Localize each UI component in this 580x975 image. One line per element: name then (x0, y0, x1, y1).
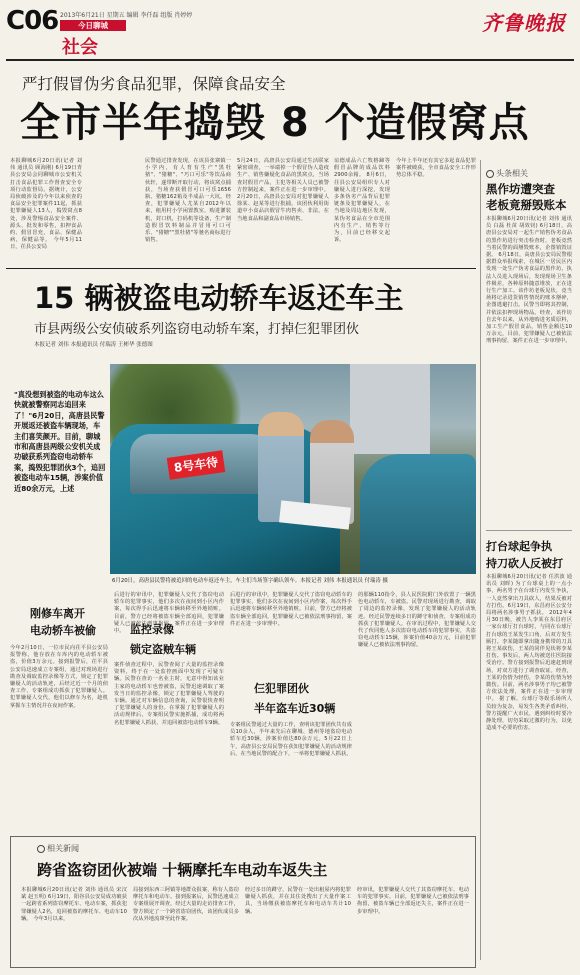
page-number: C06 (6, 6, 59, 36)
sec2-pre: 后进行的审讯中，犯罪嫌疑人交代了盗窃电动轿车的犯罪事实，他们多次在夜间到小区内作案，每次得手后迅速将车辆转移至外地销赃。目前，警方已经将被盗车辆全部追回，犯罪嫌疑人已被依法刑事拘留，案件正在进一步审理中。 (114, 592, 224, 635)
bottom-col-3: 经过多日的蹲守，民警在一处出租屋内将犯罪嫌疑人抓获，并在其住处搜出了大量作案工具，当场缴获被盗摩托车和电动车共计10辆。 (245, 887, 351, 915)
car-story-rule (6, 268, 476, 269)
column-tag: 今日聊城 (60, 20, 126, 31)
car-headline: 15 辆被盗电动轿车返还车主 (34, 281, 404, 315)
photo-cars-right (360, 454, 476, 574)
side2-text: 本报聊城6月20日讯(记者 任洪波 通讯员 刘晖) 为了台球桌上的一点小事，两名男子在台球厅内发生争执，一人竟然拿出刀具砍人，结果反被对方打伤。6月19日，东昌府区公安分局将两名涉事男子抓获。 2012年4月30日晚，被告人李某在东昌府区一家台球厅打台球时，与同在台球厅打台球的王某发生口角，后双方发生厮打。李某随即拿出随身携带的刀具将王某砍伤，王某的同伴见状将李某打伤。事发后，两人均被送往医院接受治疗。警方接到报警后迅速赶到现场，对双方进行了调查取证。经查，王某的伤情为轻伤，李某的伤情为轻微伤。目前，两名涉事男子均已被警方依法处理，案件正在进一步审理中。 据了解，台球厅等娱乐场所人员较为复杂，易发生各类矛盾纠纷，警方提醒广大市民，遇到纠纷时要冷静处理，切勿采取过激的行为，以免造成不必要的伤害。 (486, 574, 572, 732)
sec2-title-1: 监控录像 (130, 623, 174, 636)
photo-building (350, 364, 430, 454)
photo-plate: 8号车待 (167, 450, 226, 480)
top-col-4: 谊德成品六亡牧格蹄等假冒品牌的成品饮料2900余箱。 8月6日，茌县公安局组织专人对嫌疑人进行深挖，发现多条伪劣产品背后犯罪链条及犯罪嫌疑人，在当地及周边地区发现，某伪劣食品在全市范围内有生产、销售等行为，目前已经移交起诉。 (334, 158, 390, 244)
bottom-headline: 跨省盗窃团伙被端 十辆摩托车电动车返失主 (37, 861, 328, 879)
bottom-col-1: 本报聊城6月20日讯(记者 刘伟 通讯员 宋汉斌 赵玉明) 6月19日，阳谷县公安局成功破获一起跨省系列盗窃摩托车、电动车案，抓获犯罪嫌疑人2名，追回被盗的摩托车、电动车10辆。 今年3月以来， (21, 887, 127, 922)
top-kicker: 严打假冒伪劣食品犯罪，保障食品安全 (22, 75, 286, 93)
side2-headline-1: 打台球起争执 (486, 540, 552, 553)
sec3-text: 后进行的审讯中，犯罪嫌疑人交代了盗窃电动轿车的犯罪事实，他们多次在夜间到小区内作案，每次得手后迅速将车辆转移至外地销赃。目前，警方已经将被盗车辆全部追回，犯罪嫌疑人已被依法刑事拘留，案件正在进一步审理中。 (230, 592, 352, 627)
date-line: 2013年6月21日 星期五 编辑 李仟磊 组版 肖婷婷 (60, 12, 193, 19)
side2-rule (486, 530, 572, 531)
sec5-text: 的那辆110指令，县人民医院附门外放置了一辆黑色电动轿车，车被盗。民警对现场进行勘查，调取了周边的监控录像，发现了犯罪嫌疑人的活动轨迹。经过民警连续多日的蹲守和侦查，专案组成功抓获了犯罪嫌疑人。在审讯过程中，犯罪嫌疑人交代了伙同他人多次盗窃电动轿车的犯罪事实，共盗窃电动轿车15辆，涉案价值40余万元，目前犯罪嫌疑人已被依法刑事拘留。 (358, 592, 476, 649)
section-title: 社会 (62, 37, 98, 58)
news-photo (110, 364, 476, 574)
car-lead: "真没想到被盗的电动车这么快就被警察同志追回来了！"6月20日，高唐县民警开展返还被盗车辆现场，车主们喜笑颜开。目前，聊城市和高唐县两级公安机关成功破获系列盗窃电动轿车案，捣毁犯罪团伙3个，追回被盗电动车15辆，涉案价值近80余万元，上述 (14, 390, 106, 493)
side-headline-2: 老板竟掰毁账本 (486, 198, 567, 212)
sec1-title-2: 电动轿车被偷 (30, 624, 96, 637)
bottom-kicker-label: 相关新闻 (47, 844, 79, 853)
side-headline-1: 黑作坊遭突查 (486, 182, 555, 196)
sec4-title-2: 半年盗车近30辆 (254, 702, 336, 715)
top-col-5: 今年上半年还有其它多起食品犯罪案件被破获，全市食品安全工作形势总体平稳。 (396, 158, 476, 179)
sec1-title-1: 刚修车离开 (30, 607, 85, 620)
side-text: 本报聊城6月20日讯(记者 刘伟 通讯员 白磊 杜苗 胡效钊) 6月18日，高唐县公安局对一起生产销售伪劣食品的黑作坊进行突击检查时，老板竟然当着民警的面掰毁账本，企图销毁证据。 6月18日，高唐县公安局民警根据群众举报线索，在城区一居民区内发现一处生产伪劣食品的黑作坊，执法人员进入现场后，发现现场卫生条件极差，各种原料随意堆放，正在进行生产加工。该作坊老板见状，竟当场将记录进货销售情况的账本掰碎，企图逃避打击。民警当即将其控制，并依法扣押现场物品。经查，该作坊自去年以来，从外地购进劣质原料，加工生产假冒食品，销售金额达10万余元，目前，犯罪嫌疑人已被依法刑事拘留，案件正在进一步审理中。 (486, 216, 572, 345)
top-headline: 全市半年捣毁 8 个造假窝点 (20, 100, 530, 146)
car-byline: 本报记者 刘伟 本报通讯员 付瑞涛 王彬华 张德图 (34, 342, 153, 348)
bottom-col-2: 局接到东西三阿镇等地群众报案，称有人盗窃摩托车和电动车。接到报案后，民警迅速成立专案组展开调查，经过大量的走访排查工作，警方锁定了一个跨省盗窃团伙，该团伙成员多次从外地流窜至此作案。 (133, 887, 239, 922)
photo-caption: 6月20日，高唐县民警将被追回的电动车返还车主，车主们当场签字确认领车。本报记者 刘伟 本报通讯员 付瑞涛 摄 (112, 578, 388, 584)
side-kicker-label: 头条相关 (496, 169, 528, 178)
circle-icon (37, 845, 45, 853)
bottom-box (10, 836, 476, 968)
side-kicker (486, 168, 528, 179)
masthead (0, 0, 580, 58)
top-col-0 (87, 158, 141, 260)
top-col-1: 本报聊城6月20日讯(记者 刘 伟 通讯员 顾海刚) 6月19日青县公安局会同聊城市公安机关打击食品犯罪工作督查安全专项行动监督局。据统计，公安局侦破涉及的今年以来侦查的食品安全犯罪案件11起，抓获犯罪嫌疑人13人，捣毁窝点8处，涉及警惕食品安全案件、源头、批发和零售，扣押食品约、假冒冒充，食品、保健品病，保健品等。 今年5月11日，茌县公安局 (10, 158, 82, 251)
sec4-title-1: 仨犯罪团伙 (254, 682, 309, 695)
car-subhead: 市县两级公安侦破系列盗窃电动轿车案，打掉仨犯罪团伙 (34, 322, 360, 337)
bottom-kicker (37, 843, 79, 854)
top-col-3: 5月24日，高唐县公安局通过生活联家紧密调查，一举端掉一个假冒伪人造疫生产、销售嫌疑化食品的黑窝点，当场查封假冒产品，主犯等相关人员已被警方控制起来，案件正在进一步审理中。 2月20日，高唐县公安局对犯罪嫌疑人徐某、赵某等进行批捕。该团伙利用街道中小食品店假冒牛肉售卖、非法，在当地食品和副食品市场销售。 (237, 158, 329, 222)
side2-headline-2: 持刀砍人反被打 (486, 557, 563, 570)
top-col-2: 民警通过排查发现，在该县张寨镇一小学内，有人育有生产"黑牡猪"、"猪糖"、"巧口可乐"等饮品商伙轩，遂带断开取行动，将该窝点捕获，当场查获假冒可口可乐1656瓶、猪糖162箱及半成品一大坑。经查，犯罪嫌疑人尤某自2012年以来，租用村小学闲置教室，购进灌装机，封口机，打码机等设备，生产制造假冒饮料制品并冒用可口可乐、"猪糖""黑牡猪"等驰名商标进行销售。 (145, 158, 231, 244)
bottom-col-4: 经审讯，犯罪嫌疑人交代了其盗窃摩托车、电动车的犯罪事实。目前，犯罪嫌疑人已被依法刑事拘留，被盗车辆已全部返还失主，案件正在进一步审理中。 (357, 887, 469, 915)
masthead-rule (6, 59, 574, 61)
sec1-text: 今年2月10日，一位市民向茌平县公安局报警称，他存放在车库内的电动轿车被盗，价值3万余元。接到报警后，茌平县公安局迅速成立专案组，通过对现场进行勘查及调取监控录像等方式，锁定了犯罪嫌疑人的活动轨迹，后经过近一个月的侦查工作，专案组成功抓获了犯罪嫌疑人。犯罪嫌疑人交代，他们以修车为名，趁机掌握车主情况并在夜间作案。 (10, 645, 108, 709)
sidebar-divider (480, 160, 481, 960)
sec2-title-2: 锁定盗贼车辆 (130, 643, 196, 656)
sec4-text: 专案组民警通过大量的工作，查明该犯罪团伙共有成员10余人，半年来先后在聊城、德州等地盗窃电动轿车近30辆，涉案价值达80余万元。5月22日上午，高唐县公安局民警在获知犯罪嫌疑人的活动规律后，在当地民警的配合下，一举将犯罪嫌疑人抓获。 (230, 722, 352, 757)
circle-icon (486, 170, 494, 178)
sec2-text: 案件侦查过程中，民警查阅了大量的监控录像资料，终于在一处监控画面中发现了可疑车辆。民警在查访一名业主时，无意中得知该业主家的电动轿车也曾被盗，民警迅速调取了案发当日的监控录像，锁定了犯罪嫌疑人驾驶的车辆。通过对车辆信息的查询，民警很快查明了犯罪嫌疑人的身份。在掌握了犯罪嫌疑人的活动规律后，专案组民警实施抓捕，成功将两名犯罪嫌疑人抓获，并追回被盗电动轿车9辆。 (114, 662, 224, 726)
brand-logo: 齐鲁晚报 (482, 11, 566, 35)
